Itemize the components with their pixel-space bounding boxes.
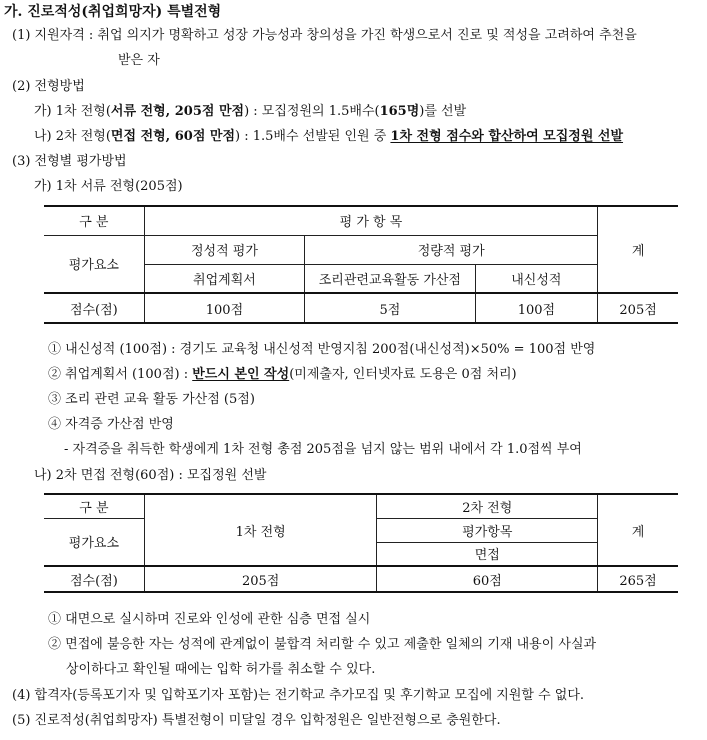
qualification-text: (1) 지원자격 : 취업 의지가 명확하고 성장 가능성과 창의성을 가진 학생으로서 진로 및 적성을 고려하여 추천을 [12, 28, 637, 43]
table-cell: 100점 [475, 293, 598, 323]
table-cell: 100점 [144, 293, 304, 323]
table-row-element: 평가요소 [44, 518, 144, 566]
table-header-second: 2차 전형 [377, 494, 598, 518]
table-cell: 5점 [305, 293, 475, 323]
table-cell: 205점 [144, 566, 377, 592]
table-cell: 60점 [377, 566, 598, 592]
qualification-text-cont: 받은 자 [118, 53, 160, 68]
note-item: ③ 조리 관련 교육 활동 가산점 (5점) [48, 392, 255, 407]
method-label: (2) 전형방법 [12, 79, 85, 94]
note-item: ① 내신성적 (100점) : 경기도 교육청 내신성적 반영지침 200점(내신성적)×50% = 100점 반영 [48, 342, 596, 357]
table-header-gubun: 구 분 [44, 206, 144, 235]
table-cell: 265점 [598, 566, 678, 592]
table-header-total: 계 [598, 494, 678, 566]
note-item: ④ 자격증 가산점 반영 [48, 417, 174, 432]
method-second-stage: 나) 2차 전형(면접 전형, 60점 만점) : 1.5배수 선발된 인원 중 1차 전형 점수와 합산하여 모집정원 선발 [34, 129, 624, 144]
table-cell: 평가항목 [377, 518, 598, 542]
evaluation-label: (3) 전형별 평가방법 [12, 154, 127, 169]
table-cell: 내신성적 [475, 264, 598, 293]
table-cell: 면접 [377, 542, 598, 566]
second-stage-table [44, 493, 678, 593]
method-first-stage: 가) 1차 전형(서류 전형, 205점 만점) : 모집정원의 1.5배수(165명)를 선발 [34, 104, 467, 119]
qualitative-header: 정성적 평가 [144, 235, 304, 264]
shortfall-text: (5) 진로적성(취업희망자) 특별전형이 미달일 경우 입학정원은 일반전형으로 충원한다. [12, 713, 501, 728]
first-stage-title: 가) 1차 서류 전형(205점) [34, 179, 183, 194]
table-row-score: 점수(점) [44, 293, 144, 323]
note-item: 상이하다고 확인될 때에는 입학 허가를 취소할 수 있다. [66, 662, 376, 677]
table-row-score: 점수(점) [44, 566, 144, 592]
table-header-first: 1차 전형 [144, 494, 377, 566]
first-stage-table [44, 205, 678, 324]
table-cell: 205점 [598, 293, 678, 323]
note-item: - 자격증을 취득한 학생에게 1차 전형 총점 205점을 넘지 않는 범위 내에서 각 1.0점씩 부여 [64, 442, 582, 457]
note-item: ① 대면으로 실시하며 진로와 인성에 관한 심층 면접 실시 [48, 612, 371, 627]
table-header-items: 평 가 항 목 [144, 206, 597, 235]
table-cell: 조리관련교육활동 가산점 [305, 264, 475, 293]
table-row-element: 평가요소 [44, 235, 144, 293]
table-header-total: 계 [598, 206, 678, 293]
restriction-text: (4) 합격자(등록포기자 및 입학포기자 포함)는 전기학교 추가모집 및 후기학교 모집에 지원할 수 없다. [12, 688, 585, 703]
second-stage-title: 나) 2차 면접 전형(60점) : 모집정원 선발 [34, 468, 267, 483]
table-cell: 취업계획서 [144, 264, 304, 293]
quantitative-header: 정량적 평가 [305, 235, 598, 264]
section-heading: 가. 진로적성(취업희망자) 특별전형 [4, 4, 222, 20]
note-item: ② 취업계획서 (100점) : 반드시 본인 작성(미제출자, 인터넷자료 도용은 0점 처리) [48, 367, 517, 382]
table-header-gubun: 구 분 [44, 494, 144, 518]
note-item: ② 면접에 불응한 자는 성적에 관계없이 불합격 처리할 수 있고 제출한 일체의 기재 내용이 사실과 [48, 637, 597, 652]
